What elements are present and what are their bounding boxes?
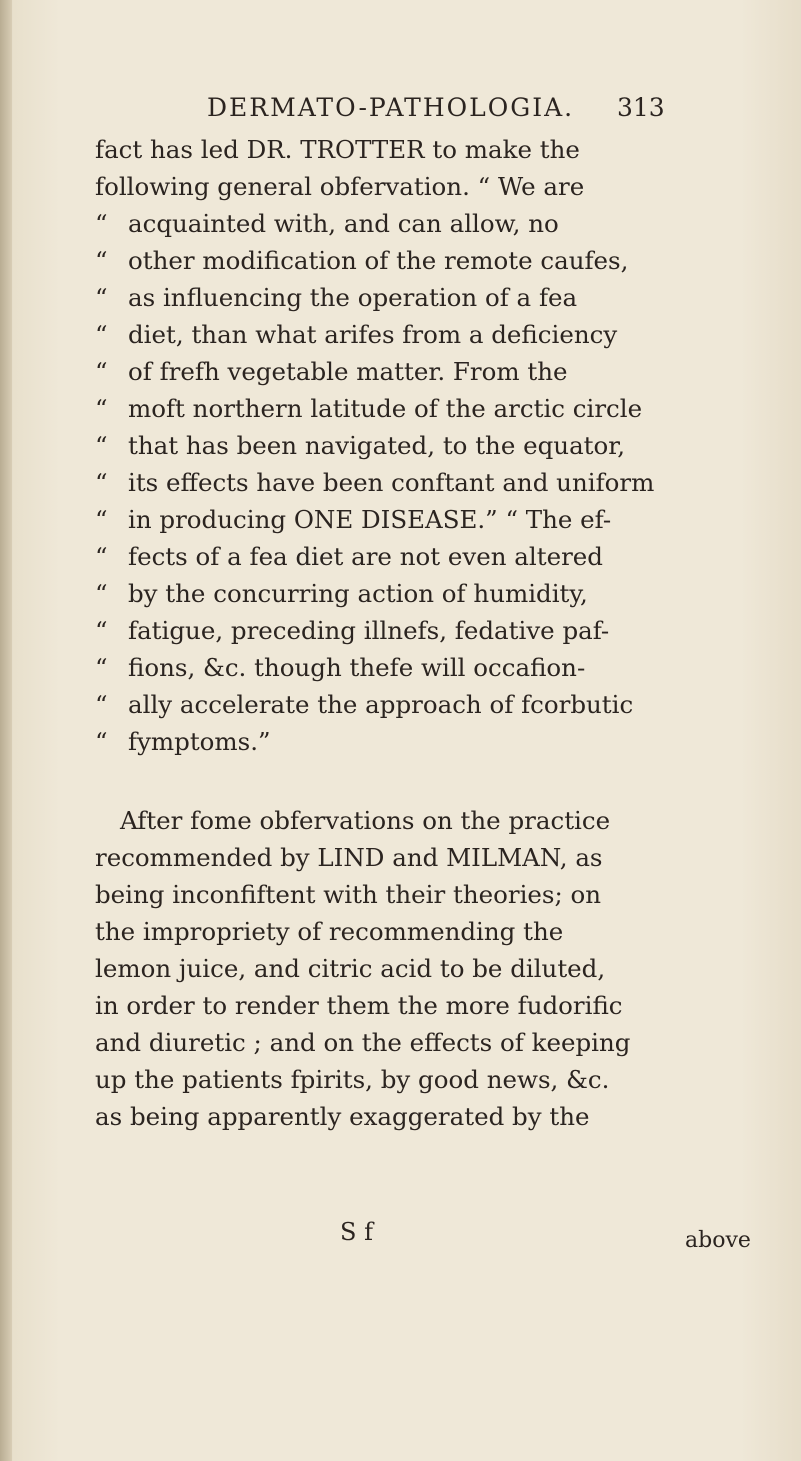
text-line: “ acquainted with, and can allow, no <box>95 205 760 242</box>
text-line: as being apparently exaggerated by the <box>95 1102 590 1131</box>
quote-mark: “ <box>95 727 108 756</box>
running-title: DERMATO-PATHOLOGIA. <box>207 93 575 122</box>
quote-mark: “ <box>95 357 108 386</box>
paragraph-1 <box>95 131 760 760</box>
text-line: and diuretic ; and on the effects of keeping <box>95 1028 631 1057</box>
text-line: “ of frefh vegetable matter. From the <box>95 353 760 390</box>
quote-mark: “ <box>95 283 108 312</box>
paragraph-2 <box>95 802 760 1135</box>
text-line: up the patients fpirits, by good news, &c. <box>95 1065 610 1094</box>
text-line: “ ally accelerate the approach of fcorbutic <box>95 686 760 723</box>
signature-mark: S f <box>340 1218 373 1246</box>
text-line: “ its effects have been conftant and uniform <box>95 464 760 501</box>
paragraph-gap <box>95 760 760 802</box>
text-line: lemon juice, and citric acid to be diluted, <box>95 954 606 983</box>
quote-mark: “ <box>95 653 108 682</box>
quote-mark: “ <box>95 505 108 534</box>
body-text <box>95 131 760 1135</box>
quote-mark: “ <box>95 320 108 349</box>
text-line: “ diet, than what arifes from a deficiency <box>95 316 760 353</box>
text-line: recommended by LIND and MILMAN, as <box>95 843 603 872</box>
text-line: “ moft northern latitude of the arctic circle <box>95 390 760 427</box>
text-line: “ in producing ONE DISEASE.” “ The ef- <box>95 501 760 538</box>
text-line: “ as influencing the operation of a fea <box>95 279 760 316</box>
catchword: above <box>685 1228 751 1253</box>
quote-mark: “ <box>95 616 108 645</box>
text-line: “ other modification of the remote caufes, <box>95 242 760 279</box>
text-line: “ by the concurring action of humidity, <box>95 575 760 612</box>
text-line: the impropriety of recommending the <box>95 917 564 946</box>
text-line: following general obfervation. “ We are <box>95 172 585 201</box>
quote-mark: “ <box>95 690 108 719</box>
quote-mark: “ <box>95 209 108 238</box>
text-line: “ fions, &c. though thefe will occafion- <box>95 649 760 686</box>
page-number: 313 <box>617 93 665 122</box>
quote-mark: “ <box>95 468 108 497</box>
quote-mark: “ <box>95 431 108 460</box>
text-line: “ that has been navigated, to the equator, <box>95 427 760 464</box>
text-line: in order to render them the more fudorific <box>95 991 623 1020</box>
page-gutter <box>0 0 12 1461</box>
text-line: “ fatigue, preceding illnefs, fedative paf- <box>95 612 760 649</box>
text-line: After fome obfervations on the practice <box>120 806 611 835</box>
text-line: being inconfiftent with their theories; on <box>95 880 602 909</box>
quote-mark: “ <box>95 246 108 275</box>
quote-mark: “ <box>95 542 108 571</box>
text-line: “ fects of a fea diet are not even altered <box>95 538 760 575</box>
text-line: “ fymptoms.” <box>95 723 760 760</box>
quote-mark: “ <box>95 579 108 608</box>
quote-mark: “ <box>95 394 108 423</box>
text-line: fact has led DR. TROTTER to make the <box>95 135 580 164</box>
